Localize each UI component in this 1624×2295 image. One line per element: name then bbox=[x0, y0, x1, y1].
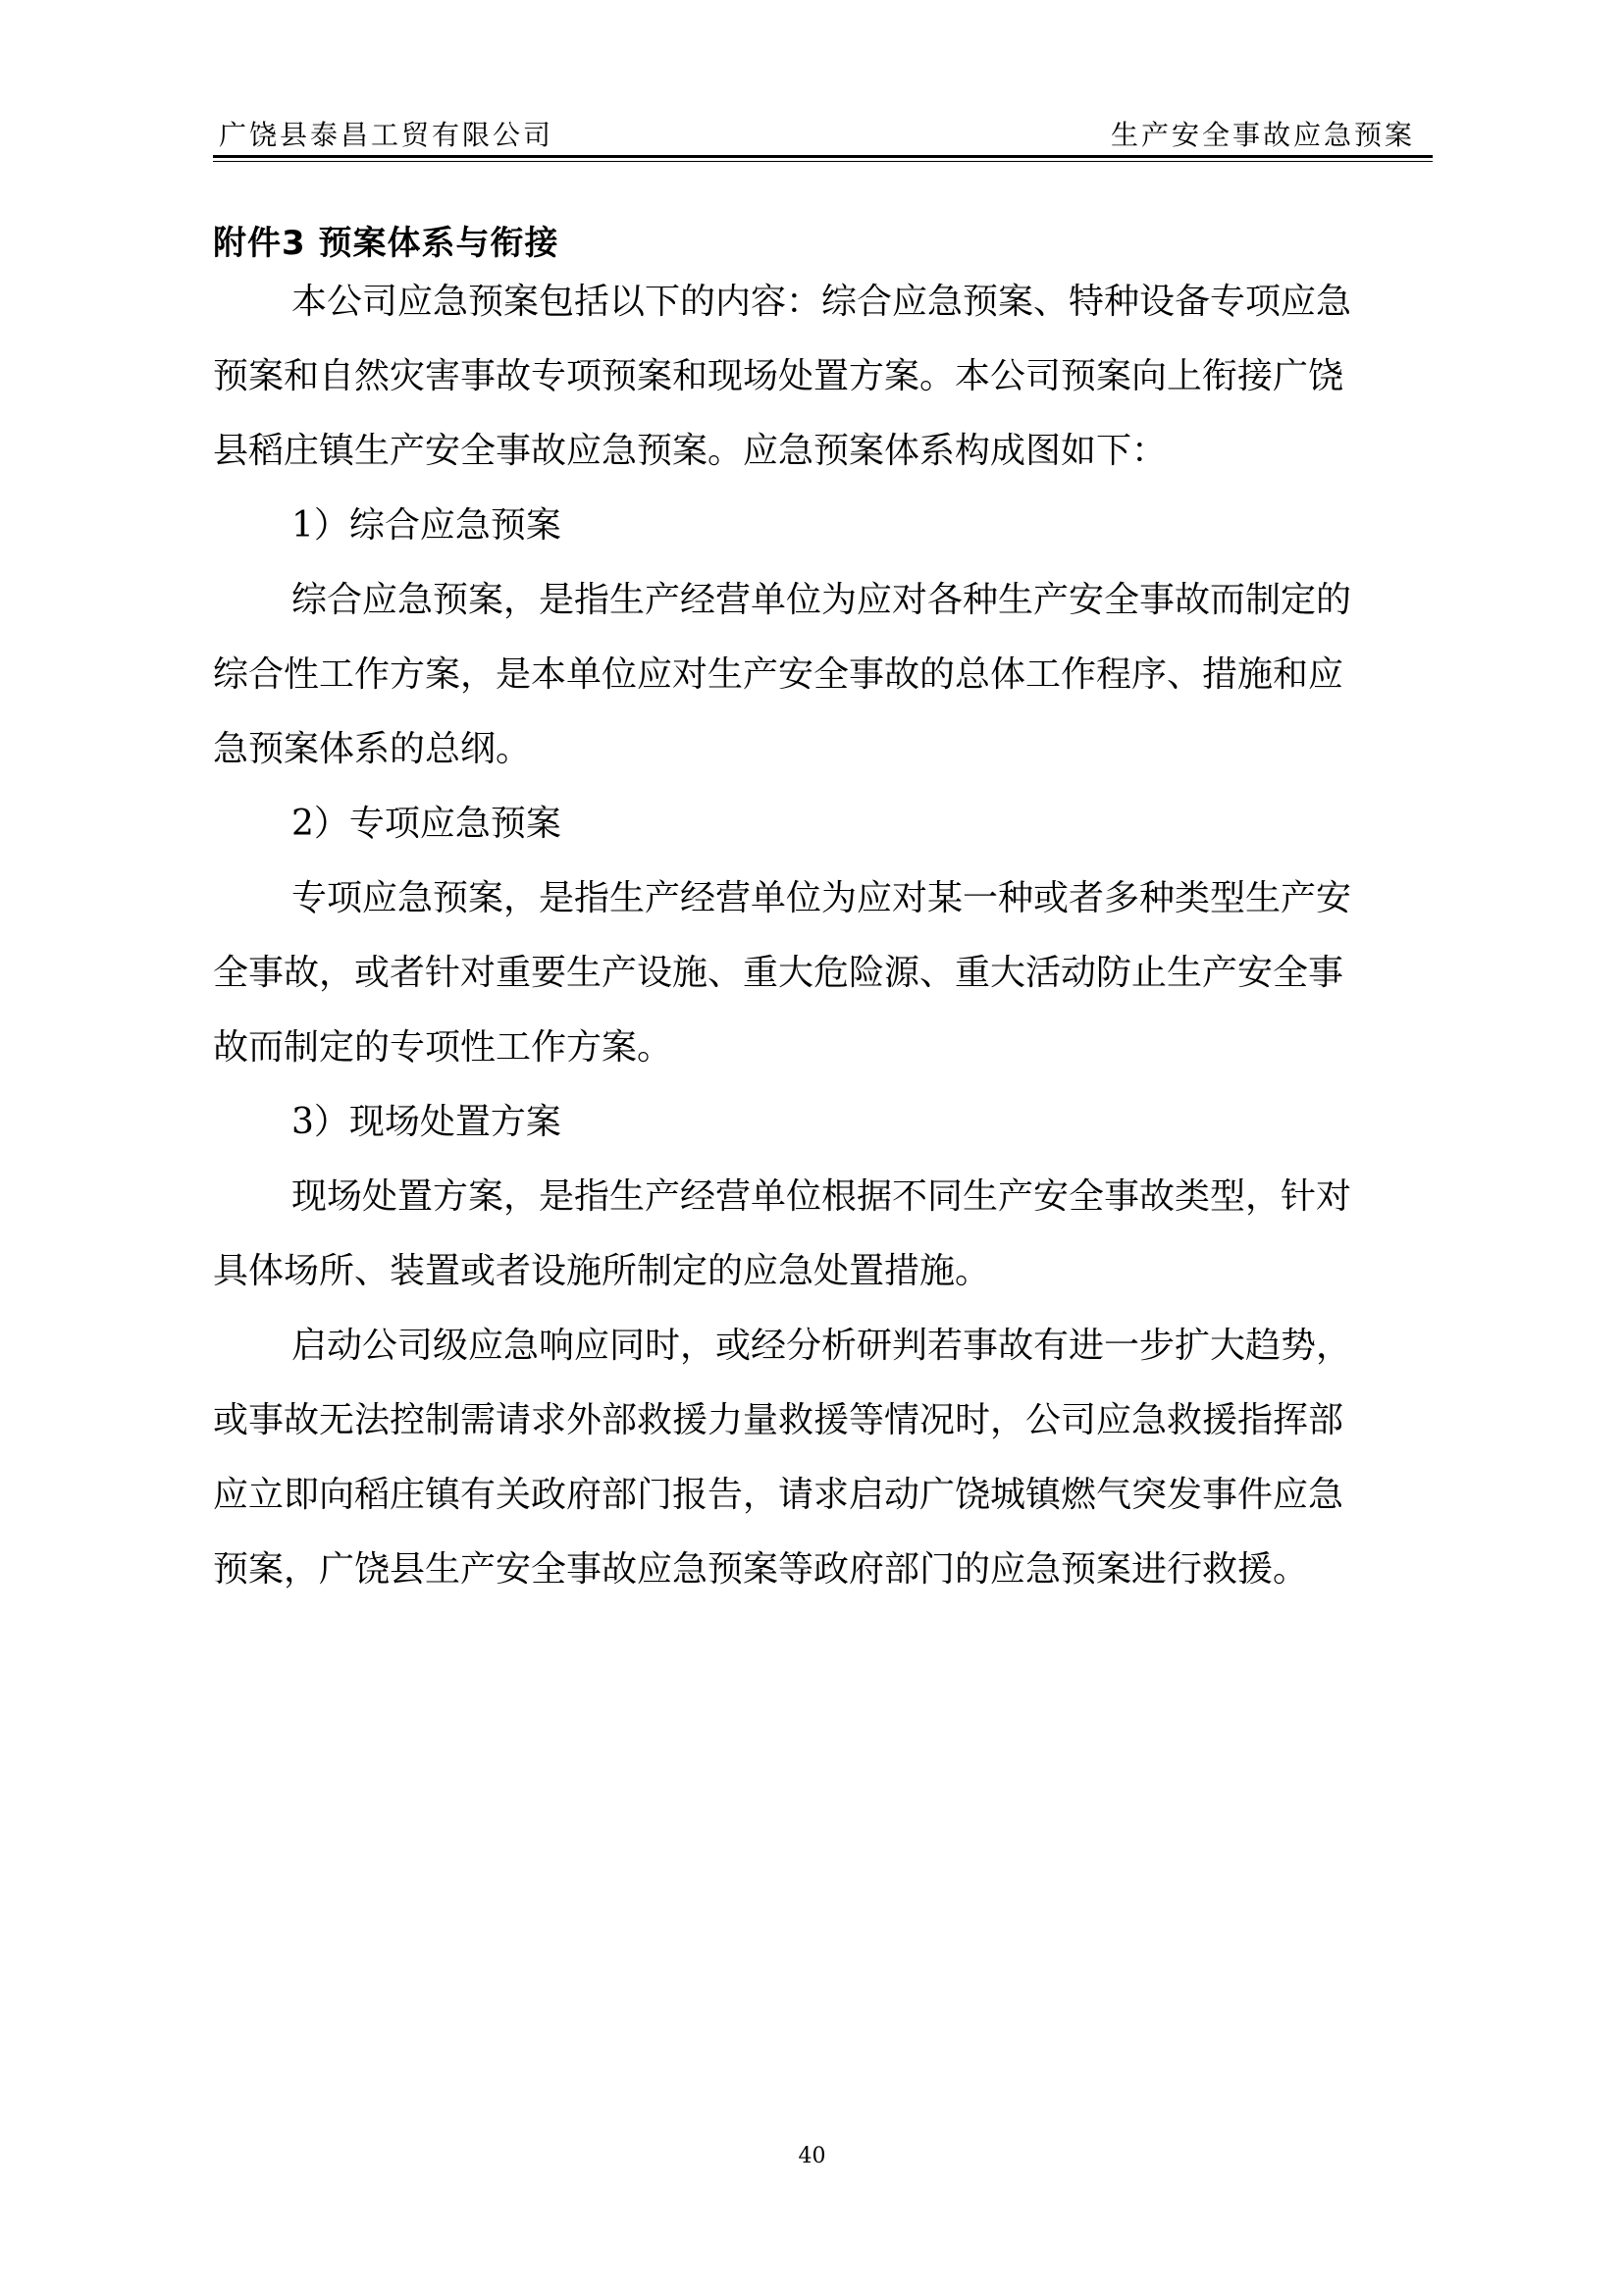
item-title-special-plan: 2）专项应急预案 bbox=[291, 804, 561, 844]
paragraph-line: 具体场所、装置或者设施所制定的应急处置措施。 bbox=[213, 1251, 991, 1291]
paragraph-line: 专项应急预案，是指生产经营单位为应对某一种或者多种类型生产安 bbox=[291, 878, 1352, 918]
paragraph-line: 现场处置方案，是指生产经营单位根据不同生产安全事故类型，针对 bbox=[291, 1176, 1352, 1217]
paragraph-line: 综合性工作方案，是本单位应对生产安全事故的总体工作程序、措施和应 bbox=[213, 654, 1344, 695]
item-title-onsite-plan: 3）现场处置方案 bbox=[291, 1102, 561, 1142]
paragraph-line: 或事故无法控制需请求外部救援力量救援等情况时，公司应急救援指挥部 bbox=[213, 1400, 1344, 1440]
paragraph-line: 启动公司级应急响应同时，或经分析研判若事故有进一步扩大趋势， bbox=[291, 1326, 1352, 1366]
paragraph-line: 预案和自然灾害事故专项预案和现场处置方案。本公司预案向上衔接广饶 bbox=[213, 356, 1344, 396]
item-title-comprehensive-plan: 1）综合应急预案 bbox=[291, 505, 561, 546]
paragraph-line: 急预案体系的总纲。 bbox=[213, 729, 532, 769]
paragraph-line: 本公司应急预案包括以下的内容：综合应急预案、特种设备专项应急 bbox=[291, 282, 1352, 322]
paragraph-line: 综合应急预案，是指生产经营单位为应对各种生产安全事故而制定的 bbox=[291, 580, 1352, 620]
header-document-title: 生产安全事故应急预案 bbox=[1110, 119, 1415, 151]
paragraph-line: 县稻庄镇生产安全事故应急预案。应急预案体系构成图如下： bbox=[213, 431, 1168, 471]
header-rule-thick bbox=[213, 155, 1433, 158]
page-header bbox=[213, 108, 1433, 155]
paragraph-line: 全事故，或者针对重要生产设施、重大危险源、重大活动防止生产安全事 bbox=[213, 953, 1344, 993]
paragraph-line: 故而制定的专项性工作方案。 bbox=[213, 1027, 673, 1068]
paragraph-line: 预案，广饶县生产安全事故应急预案等政府部门的应急预案进行救援。 bbox=[213, 1549, 1309, 1590]
section-heading: 附件3 预案体系与衔接 bbox=[213, 224, 559, 263]
page-number: 40 bbox=[798, 2144, 826, 2168]
header-rule-thin bbox=[213, 161, 1433, 162]
paragraph-line: 应立即向稻庄镇有关政府部门报告，请求启动广饶城镇燃气突发事件应急 bbox=[213, 1475, 1344, 1515]
header-company-name: 广饶县泰昌工贸有限公司 bbox=[219, 119, 554, 151]
